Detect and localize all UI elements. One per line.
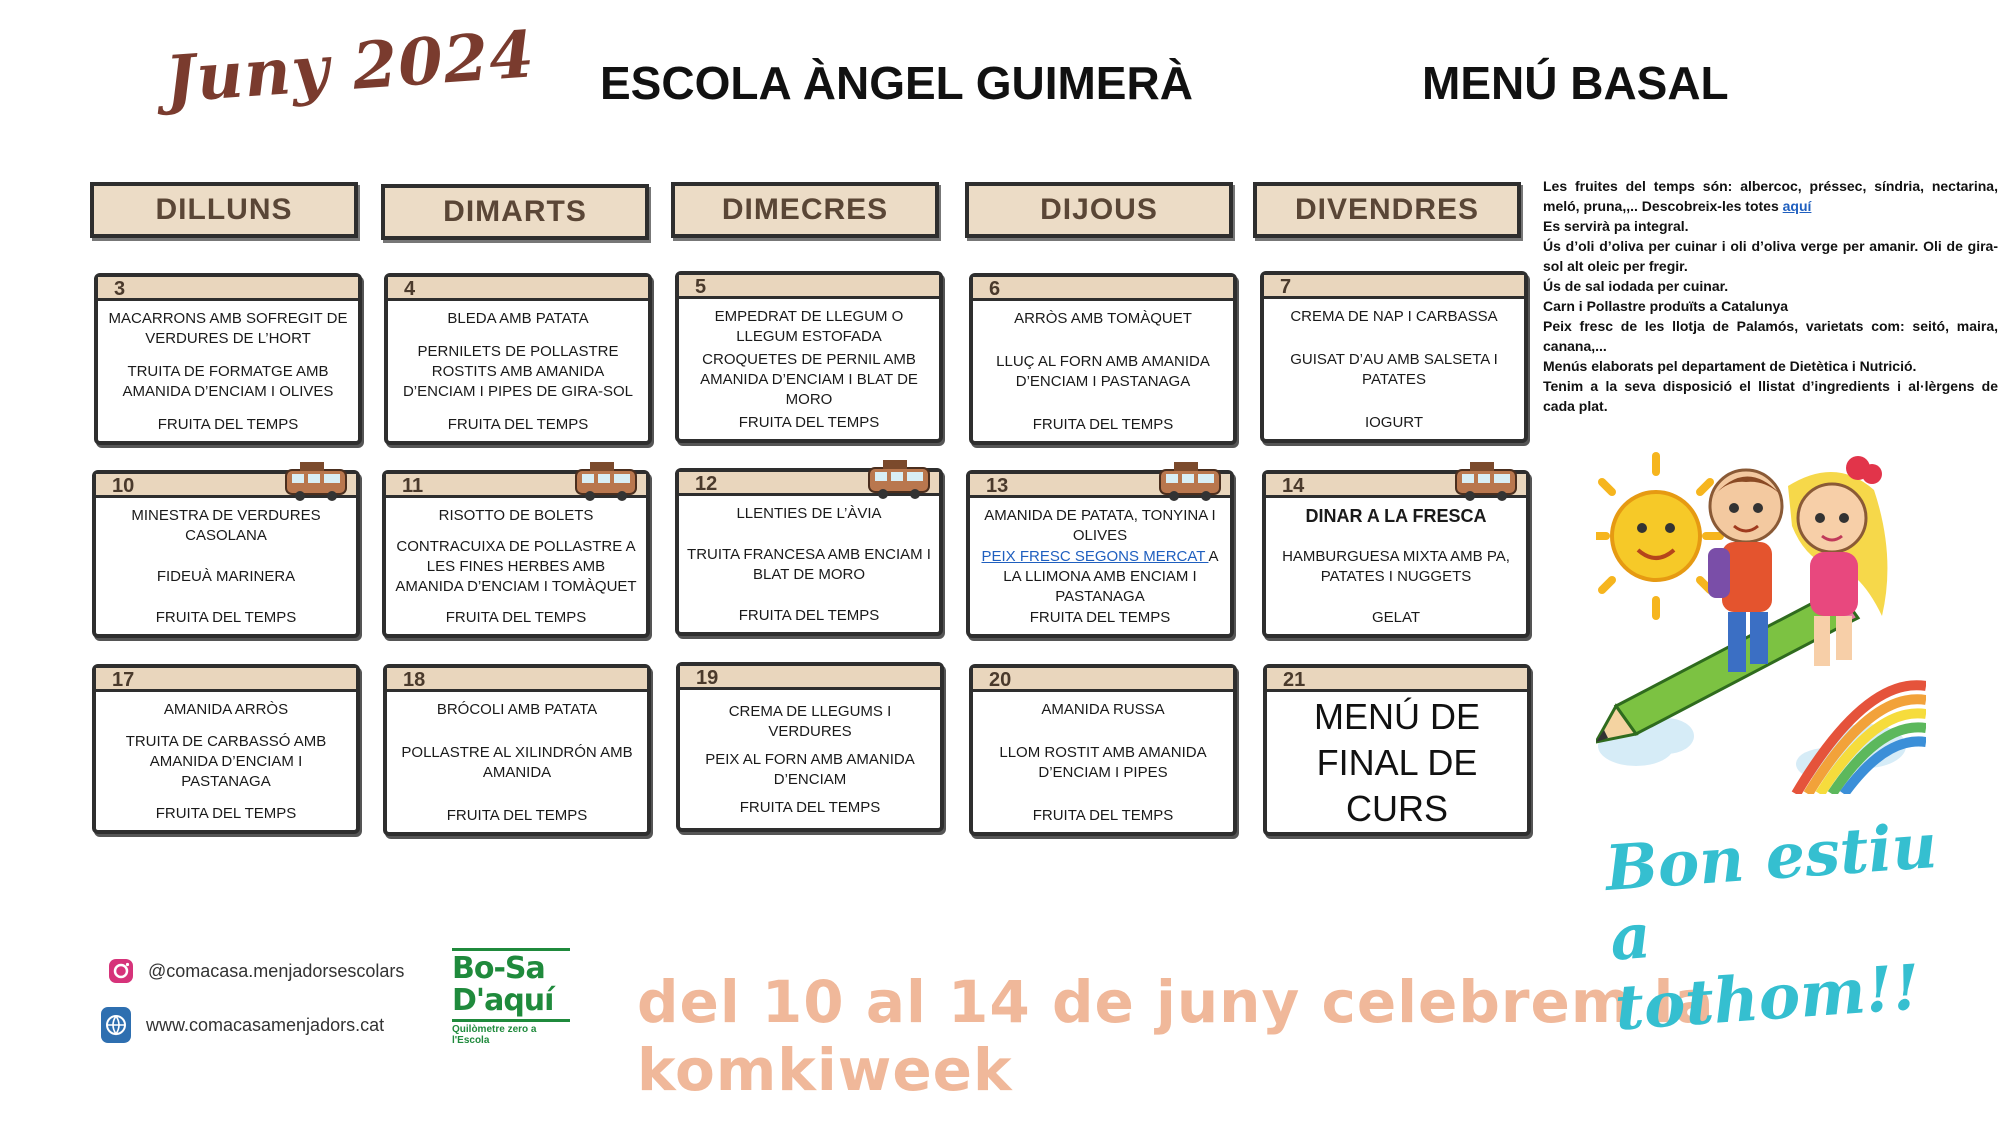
- first-course: MACARRONS AMB SOFREGIT DE VERDURES DE L’HORT: [108, 310, 348, 347]
- second-course: CROQUETES DE PERNIL AMB AMANIDA D’ENCIAM I BLAT DE MORO: [700, 351, 918, 408]
- first-course: ARRÒS AMB TOMÀQUET: [1014, 310, 1192, 327]
- globe-icon: [100, 1006, 132, 1044]
- van-icon: [865, 456, 933, 500]
- dessert: FRUITA DEL TEMPS: [155, 609, 297, 626]
- dessert: IOGURT: [1364, 414, 1424, 431]
- day-number: 4: [388, 277, 648, 301]
- first-course: CREMA DE LLEGUMS I VERDURES: [728, 703, 892, 740]
- menu-day-4: [384, 273, 652, 445]
- first-course: RISOTTO DE BOLETS: [438, 507, 594, 524]
- first-course: AMANIDA RUSSA: [1041, 701, 1165, 718]
- first-course: AMANIDA DE PATATA, TONYINA I OLIVES: [984, 507, 1216, 544]
- note-meat: Carn i Pollastre produïts a Catalunya: [1543, 298, 1789, 314]
- day-number: 6: [973, 277, 1233, 301]
- van-icon: [282, 458, 350, 502]
- first-course: BLEDA AMB PATATA: [447, 310, 589, 327]
- second-course: LLOM ROSTIT AMB AMANIDA D’ENCIAM I PIPES: [999, 744, 1207, 781]
- dessert: FRUITA DEL TEMPS: [446, 807, 588, 824]
- menu-day-10: [92, 470, 360, 638]
- second-course: TRUITA FRANCESA AMB ENCIAM I BLAT DE MORO: [687, 546, 931, 583]
- note-fruits: [1543, 176, 1998, 216]
- second-course: [978, 547, 1222, 607]
- menu-day-3: [94, 273, 362, 445]
- menu-day-14: [1262, 470, 1530, 638]
- first-course: CREMA DE NAP I CARBASSA: [1290, 308, 1498, 325]
- dessert: FRUITA DEL TEMPS: [738, 414, 880, 431]
- first-course: BRÓCOLI AMB PATATA: [436, 701, 598, 718]
- dessert: FRUITA DEL TEMPS: [738, 607, 880, 624]
- day-number: 21: [1267, 668, 1527, 692]
- note-bread: Es servirà pa integral.: [1543, 218, 1689, 234]
- school-name: ESCOLA ÀNGEL GUIMERÀ: [600, 57, 1193, 109]
- day-number: 11: [386, 474, 646, 498]
- dessert: FRUITA DEL TEMPS: [445, 609, 587, 626]
- menu-day-18: [383, 664, 651, 836]
- instagram-handle[interactable]: [108, 958, 404, 984]
- second-course: CONTRACUIXA DE POLLASTRE A LES FINES HERBES AMB AMANIDA D’ENCIAM I TOMÀQUET: [395, 538, 637, 595]
- menu-day-7: [1260, 271, 1528, 443]
- logo-wordmark: Bo-Sa D'aquí: [452, 948, 570, 1022]
- van-icon: [1452, 458, 1520, 502]
- farewell-message: Bon estiu a tothom!!: [1602, 808, 1940, 1045]
- special-day-title: DINAR A LA FRESCA: [1305, 506, 1487, 526]
- main-course: HAMBURGUESA MIXTA AMB PA, PATATES I NUGGETS: [1282, 548, 1510, 585]
- first-course: EMPEDRAT DE LLEGUM O LLEGUM ESTOFADA: [714, 308, 904, 345]
- day-number: 17: [96, 668, 356, 692]
- sun-icon: [1596, 456, 1720, 616]
- second-course: TRUITA DE CARBASSÓ AMB AMANIDA D’ENCIAM I PASTANAGA: [125, 733, 327, 790]
- fresh-fish-link[interactable]: PEIX FRESC SEGONS MERCAT: [981, 548, 1209, 565]
- day-header-wednesday: DIMECRES: [671, 182, 939, 238]
- second-course: PERNILETS DE POLLASTRE ROSTITS AMB AMANIDA D’ENCIAM I PIPES DE GIRA-SOL: [402, 343, 634, 400]
- second-course-rest: A LA LLIMONA AMB ENCIAM I PASTANAGA: [1003, 548, 1219, 605]
- menu-day-20: [969, 664, 1237, 836]
- note-oil: Ús d’oli d’oliva per cuinar i oli d’oliva verge per amanir. Oli de gira-sol alt oleic per fregir.: [1543, 238, 1998, 274]
- menu-day-17: [92, 664, 360, 834]
- day-header-tuesday: DIMARTS: [381, 184, 649, 240]
- note-fruits-text: Les fruites del temps són: albercoc, préssec, síndria, nectarina, meló, pruna,,.. Descobreix-les totes: [1543, 178, 1998, 214]
- website-link[interactable]: [100, 1006, 384, 1044]
- menu-notes: [1543, 176, 1998, 416]
- first-course: AMANIDA ARRÒS: [163, 701, 289, 718]
- menu-day-19: [676, 662, 944, 832]
- note-allergens: Tenim a la seva disposició el llistat d’ingredients i al·lèrgens de cada plat.: [1543, 378, 1998, 414]
- kids-on-pencil-illustration: [1596, 446, 1926, 794]
- dessert: FRUITA DEL TEMPS: [447, 416, 589, 433]
- logo-tagline: Quilòmetre zero a l'Escola: [452, 1024, 537, 1046]
- day-number: 18: [387, 668, 647, 692]
- first-course: MINESTRA DE VERDURES CASOLANA: [131, 507, 321, 544]
- dessert: FRUITA DEL TEMPS: [1029, 609, 1171, 626]
- second-course: GUISAT D’AU AMB SALSETA I PATATES: [1290, 351, 1498, 388]
- note-dietetics: Menús elaborats pel departament de Dietètica i Nutrició.: [1543, 358, 1917, 374]
- van-icon: [1156, 458, 1224, 502]
- van-icon: [572, 458, 640, 502]
- day-header-monday: DILLUNS: [90, 182, 358, 238]
- dessert: GELAT: [1371, 609, 1421, 626]
- day-header-thursday: DIJOUS: [965, 182, 1233, 238]
- second-course: TRUITA DE FORMATGE AMB AMANIDA D’ENCIAM I OLIVES: [122, 363, 334, 400]
- menu-day-12: [675, 468, 943, 636]
- second-course: LLUÇ AL FORN AMB AMANIDA D’ENCIAM I PASTANAGA: [996, 353, 1210, 390]
- menu-day-21: [1263, 664, 1531, 836]
- dessert: FRUITA DEL TEMPS: [1032, 416, 1174, 433]
- second-course: PEIX AL FORN AMB AMANIDA D’ENCIAM: [705, 751, 915, 788]
- komkiweek-banner: del 10 al 14 de juny celebrem la komkiweek: [637, 968, 1715, 1104]
- day-number: 10: [96, 474, 356, 498]
- menu-type: MENÚ BASAL: [1422, 57, 1729, 109]
- month-title: Juny 2024: [162, 17, 538, 118]
- menu-day-11: [382, 470, 650, 638]
- day-number: 12: [679, 472, 939, 496]
- day-number: 7: [1264, 275, 1524, 299]
- menu-day-13: [966, 470, 1234, 638]
- dessert: FRUITA DEL TEMPS: [1032, 807, 1174, 824]
- menu-day-6: [969, 273, 1237, 445]
- second-course: POLLASTRE AL XILINDRÓN AMB AMANIDA: [401, 744, 633, 781]
- note-fish: Peix fresc de les llotja de Palamós, varietats com: seitó, maira, canana,...: [1543, 318, 1998, 354]
- menu-day-5: [675, 271, 943, 443]
- day-number: 3: [98, 277, 358, 301]
- dessert: FRUITA DEL TEMPS: [739, 799, 881, 816]
- bosa-daqui-logo: [452, 948, 570, 1046]
- day-number: 19: [680, 666, 940, 690]
- day-header-friday: DIVENDRES: [1253, 182, 1521, 238]
- end-of-year-menu: MENÚ DE FINAL DE CURS: [1313, 696, 1480, 829]
- day-number: 14: [1266, 474, 1526, 498]
- day-number: 13: [970, 474, 1230, 498]
- first-course: LLENTIES DE L’ÀVIA: [736, 505, 882, 522]
- instagram-icon: [108, 958, 134, 984]
- dessert: FRUITA DEL TEMPS: [157, 416, 299, 433]
- fruits-link[interactable]: aquí: [1782, 198, 1812, 214]
- day-number: 20: [973, 668, 1233, 692]
- rainbow-icon: [1796, 685, 1926, 794]
- day-number: 5: [679, 275, 939, 299]
- dessert: FRUITA DEL TEMPS: [155, 805, 297, 822]
- second-course: FIDEUÀ MARINERA: [156, 568, 296, 585]
- website-text: www.comacasamenjadors.cat: [146, 1014, 385, 1035]
- instagram-text: @comacasa.menjadorsescolars: [148, 960, 405, 981]
- note-salt: Ús de sal iodada per cuinar.: [1543, 278, 1729, 294]
